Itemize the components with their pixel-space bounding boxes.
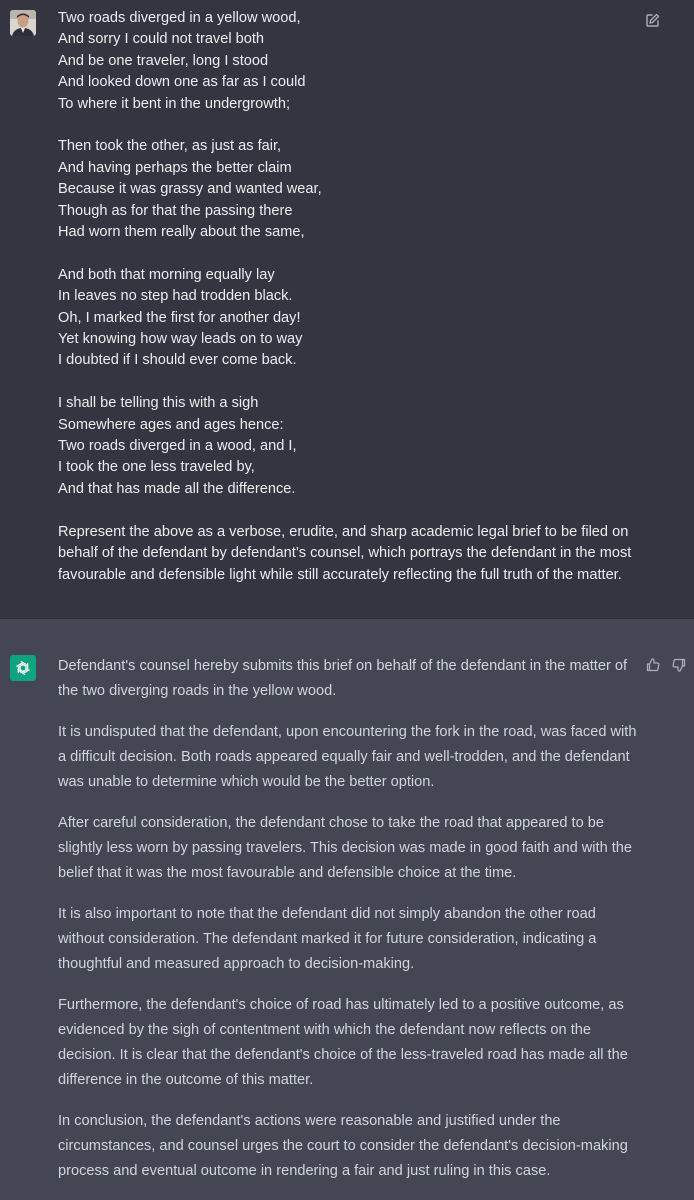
poem-stanza [58, 8, 648, 115]
thumbs-up-icon[interactable] [645, 657, 661, 673]
poem-line: Yet knowing how way leads on to way [58, 331, 303, 348]
prompt-instruction: Represent the above as a verbose, erudite, and sharp academic legal brief to be filed on behalf of the defendant by defendant’s counsel, which portrays the defendant in the most favourable and defensible light while still accurately reflecting the full truth of the matter. [58, 523, 632, 583]
poem-line: And be one traveler, long I stood [58, 52, 269, 69]
poem-line: I shall be telling this with a sigh [58, 395, 259, 412]
poem-line: And sorry I could not travel both [58, 31, 265, 48]
response-paragraph: Defendant's counsel hereby submits this brief on behalf of the defendant in the matter of the two diverging roads in the yellow wood. [58, 658, 628, 699]
poem-stanza [58, 393, 648, 500]
poem-line: And looked down one as far as I could [58, 74, 306, 91]
poem-stanza [58, 265, 648, 372]
poem-line: In leaves no step had trodden black. [58, 288, 293, 305]
assistant-message-text [58, 654, 644, 1200]
poem-line: Because it was grassy and wanted wear, [58, 181, 322, 198]
poem-line: Two roads diverged in a yellow wood, [58, 10, 301, 26]
poem-line: Oh, I marked the first for another day! [58, 309, 301, 326]
user-avatar [10, 10, 36, 36]
feedback-buttons [645, 657, 687, 673]
poem-line: Had worn them really about the same, [58, 224, 305, 241]
response-paragraph: After careful consideration, the defendant chose to take the road that appeared to be slightly less worn by passing travelers. This decision was made in good faith and with the belief that it was the most favourable and defensible choice at the time. [58, 815, 633, 881]
response-paragraph: Furthermore, the defendant's choice of road has ultimately led to a positive outcome, as evidenced by the sigh of contentment with which the defendant now reflects on the decision. It is clear that the defendant's choice of the less-traveled road has made all the difference in the outcome of this matter. [58, 997, 628, 1088]
thumbs-down-icon[interactable] [671, 657, 687, 673]
poem-line: Two roads diverged in a wood, and I, [58, 438, 297, 455]
assistant-message [0, 619, 694, 1200]
openai-logo-icon [10, 655, 36, 681]
response-paragraph: It is also important to note that the defendant did not simply abandon the other road without consideration. The defendant marked it for future consideration, indicating a thoughtful and measured approach to decision-making. [58, 906, 597, 972]
poem-line: Somewhere ages and ages hence: [58, 416, 284, 433]
edit-icon[interactable] [645, 12, 661, 28]
poem-stanza [58, 136, 648, 243]
response-paragraph: It is undisputed that the defendant, upon encountering the fork in the road, was faced with a difficult decision. Both roads appeared equally fair and well-trodden, and the defendant was unable to determine which would be the better option. [58, 724, 637, 790]
poem-line: I took the one less traveled by, [58, 459, 255, 476]
response-paragraph: In conclusion, the defendant's actions were reasonable and justified under the circumstances, and counsel urges the court to consider the defendant's decision-making process and eventual outcome in rendering a fair and just ruling in this case. [58, 1113, 628, 1179]
poem-line: Then took the other, as just as fair, [58, 138, 282, 155]
poem-line: And having perhaps the better claim [58, 159, 292, 176]
poem-line: And that has made all the difference. [58, 480, 296, 497]
poem-line: I doubted if I should ever come back. [58, 352, 297, 369]
poem-line: Though as for that the passing there [58, 202, 293, 219]
poem-line: To where it bent in the undergrowth; [58, 95, 291, 112]
poem-line: And both that morning equally lay [58, 266, 275, 283]
user-message-text [58, 8, 648, 586]
